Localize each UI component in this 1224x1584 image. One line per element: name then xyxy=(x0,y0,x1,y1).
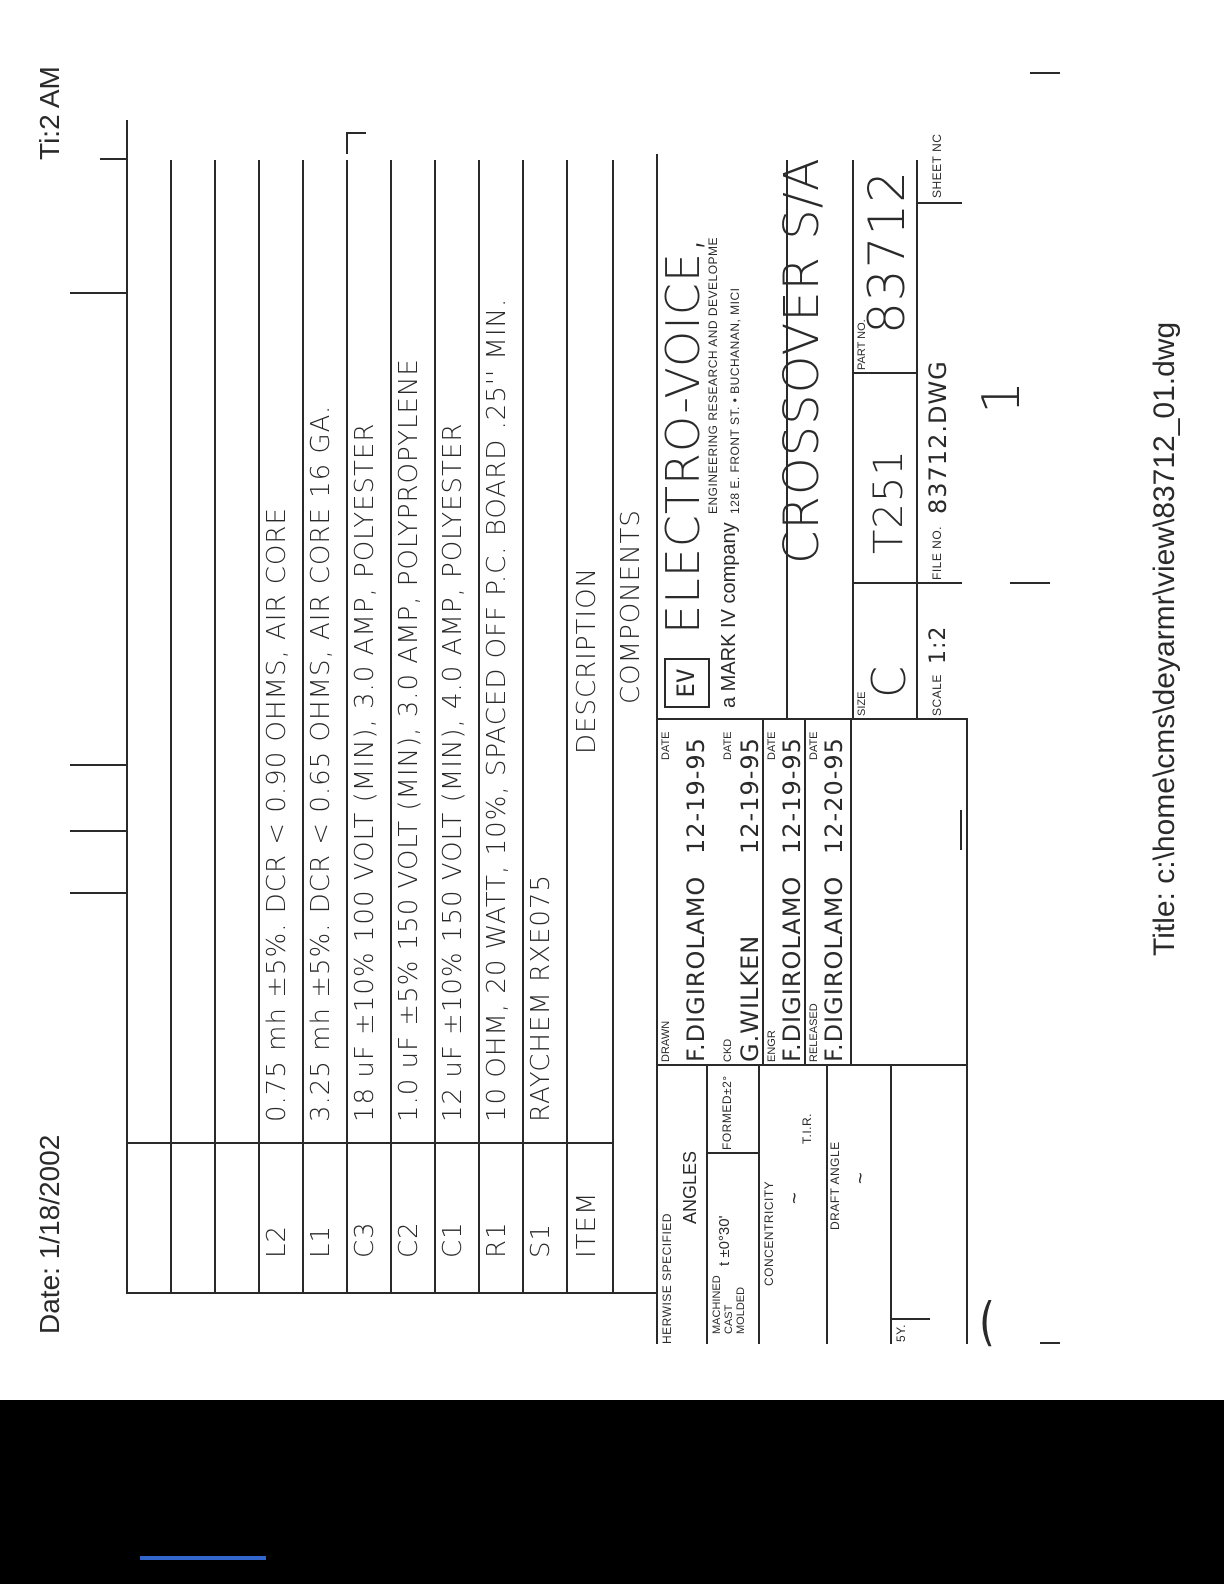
tick-mark xyxy=(1030,72,1060,74)
item-column-divider xyxy=(126,1142,612,1144)
signoff-role: DRAWN xyxy=(660,1020,672,1062)
parent-company: a MARK IV company xyxy=(718,522,740,708)
signoff-date-label: DATE xyxy=(808,731,820,760)
components-caption: COMPONENTS xyxy=(616,509,646,704)
item-column-header: ITEM xyxy=(572,1191,602,1258)
concentricity-label: CONCENTRICITY xyxy=(762,1180,776,1286)
row-line xyxy=(258,160,260,1294)
row-line xyxy=(214,160,216,1294)
tick-mark xyxy=(70,764,126,766)
description-cell: 10 OHM, 20 WATT, 10%, SPACED OFF P.C. BOARD .25'' MIN. xyxy=(482,297,512,1122)
description-cell: 18 uF ±10% 100 VOLT (MIN), 3.0 AMP, POLYESTER xyxy=(350,422,380,1122)
item-cell: C3 xyxy=(350,1221,380,1258)
formed-tolerance: FORMED±2° xyxy=(720,1075,734,1150)
part-number: 83712 xyxy=(858,169,916,334)
concentricity-value: ~ xyxy=(784,1192,806,1204)
signoff-date: 12-20-95 xyxy=(820,737,848,854)
scale-label: SCALE xyxy=(930,674,944,716)
title-block-bottom xyxy=(966,718,968,1344)
tol-line xyxy=(706,1066,708,1344)
molded-label: MOLDED xyxy=(735,1286,747,1334)
row-line xyxy=(612,160,614,1294)
part-no-label: PART NO. xyxy=(856,319,868,370)
signoff-line xyxy=(850,720,852,1066)
scan-blue-mark xyxy=(140,1556,266,1560)
signoff-left-divider xyxy=(656,1064,966,1066)
size-label: SIZE xyxy=(856,691,868,716)
item-cell: C1 xyxy=(438,1221,468,1258)
draft-angle-label: DRAFT ANGLE xyxy=(828,1141,842,1230)
part-row-bottom xyxy=(916,160,918,720)
angles-label: ANGLES xyxy=(680,1150,700,1224)
machined-tolerance: t ±0°30' xyxy=(716,1215,733,1266)
tol-line xyxy=(706,1152,758,1154)
tick-mark xyxy=(70,892,126,894)
row-line xyxy=(522,160,524,1294)
company-subtitle: ENGINEERING RESEARCH AND DEVELOPME xyxy=(706,236,720,514)
sy-label: 5Y. xyxy=(894,1324,908,1342)
tir-label: T.I.R. xyxy=(800,1112,814,1144)
part-divider xyxy=(852,372,918,374)
description-cell: 0.75 mh ±5%. DCR < 0.90 OHMS, AIR CORE xyxy=(262,507,292,1122)
print-time: Ti:2 AM xyxy=(34,66,65,160)
tick-mark xyxy=(346,132,366,134)
row-line xyxy=(302,160,304,1294)
signoff-date: 12-19-95 xyxy=(682,737,710,854)
row-line xyxy=(170,160,172,1294)
cast-label: CAST xyxy=(723,1304,735,1334)
tick-mark xyxy=(100,158,126,160)
item-cell: R1 xyxy=(482,1221,512,1258)
signoff-right-divider xyxy=(656,718,966,720)
tol-line xyxy=(890,1066,892,1344)
signoff-date: 12-19-95 xyxy=(736,737,764,854)
signoff-name: F.DIGIROLAMO xyxy=(820,875,848,1062)
table-border-top xyxy=(126,160,128,1294)
tick-mark xyxy=(1010,582,1050,584)
signoff-date-label: DATE xyxy=(660,731,672,760)
tol-line xyxy=(890,1318,930,1320)
machined-label: MACHINED xyxy=(711,1275,723,1334)
row-line xyxy=(566,160,568,1294)
size-divider xyxy=(852,582,962,584)
row-line xyxy=(434,160,436,1294)
company-name: ELECTRO-VOICE, xyxy=(656,236,710,634)
file-title: Title: c:\home\cms\deyarmr\view\83712_01.dwg xyxy=(1148,321,1181,956)
file-number: 83712.DWG xyxy=(924,360,952,514)
corner-mark: ⁀ xyxy=(985,1302,1043,1344)
item-cell: L2 xyxy=(262,1224,292,1258)
tick-mark xyxy=(960,810,962,850)
description-cell: 3.25 mh ±5%. DCR < 0.65 OHMS, AIR CORE 16 GA. xyxy=(306,404,336,1122)
signoff-date-label: DATE xyxy=(722,731,734,760)
item-cell: C2 xyxy=(394,1221,424,1258)
revision: T251 xyxy=(866,449,912,554)
file-no-label: FILE NO. xyxy=(930,525,944,580)
draft-angle-value: ~ xyxy=(850,1172,872,1184)
drawing-title: CROSSOVER S/A xyxy=(774,157,830,564)
row-line xyxy=(390,160,392,1294)
item-cell: L1 xyxy=(306,1224,336,1258)
tick-mark xyxy=(346,134,348,154)
description-cell: 1.0 uF ±5% 150 VOLT (MIN), 3.0 AMP, POLYPROPYLENE xyxy=(394,358,424,1122)
company-address: 128 E. FRONT ST. • BUCHANAN, MICI xyxy=(728,287,742,514)
scale-value: 1:2 xyxy=(926,625,951,664)
description-column-header: DESCRIPTION xyxy=(572,567,602,754)
signoff-name: G.WILKEN xyxy=(736,934,764,1062)
page-number: 1 xyxy=(972,379,1032,414)
signoff-date-label: DATE xyxy=(766,731,778,760)
row-line xyxy=(478,160,480,1294)
tol-line xyxy=(758,1066,760,1344)
signoff-role: CKD xyxy=(722,1038,734,1062)
signoff-name: F.DIGIROLAMO xyxy=(682,875,710,1062)
tick-mark xyxy=(70,830,126,832)
signoff-date: 12-19-95 xyxy=(778,737,806,854)
size-value: C xyxy=(862,664,916,698)
title-row-bottom xyxy=(852,160,854,720)
item-cell: S1 xyxy=(526,1222,556,1258)
print-date: Date: 1/18/2002 xyxy=(34,1134,65,1334)
description-cell: 12 uF ±10% 150 VOLT (MIN), 4.0 AMP, POLYESTER xyxy=(438,422,468,1122)
description-cell: RAYCHEM RXE075 xyxy=(526,874,556,1122)
signoff-role: ENGR xyxy=(766,1030,778,1062)
sheet-label: SHEET NC xyxy=(930,133,944,198)
row-line xyxy=(346,160,348,1294)
tick-mark xyxy=(126,120,128,160)
sheet-divider xyxy=(916,202,962,204)
signoff-role: RELEASED xyxy=(808,1003,820,1062)
ev-logo: EV xyxy=(664,658,710,708)
signoff-name: F.DIGIROLAMO xyxy=(778,875,806,1062)
tolerance-heading: HERWISE SPECIFIED xyxy=(660,1213,674,1344)
tick-mark xyxy=(70,292,126,294)
